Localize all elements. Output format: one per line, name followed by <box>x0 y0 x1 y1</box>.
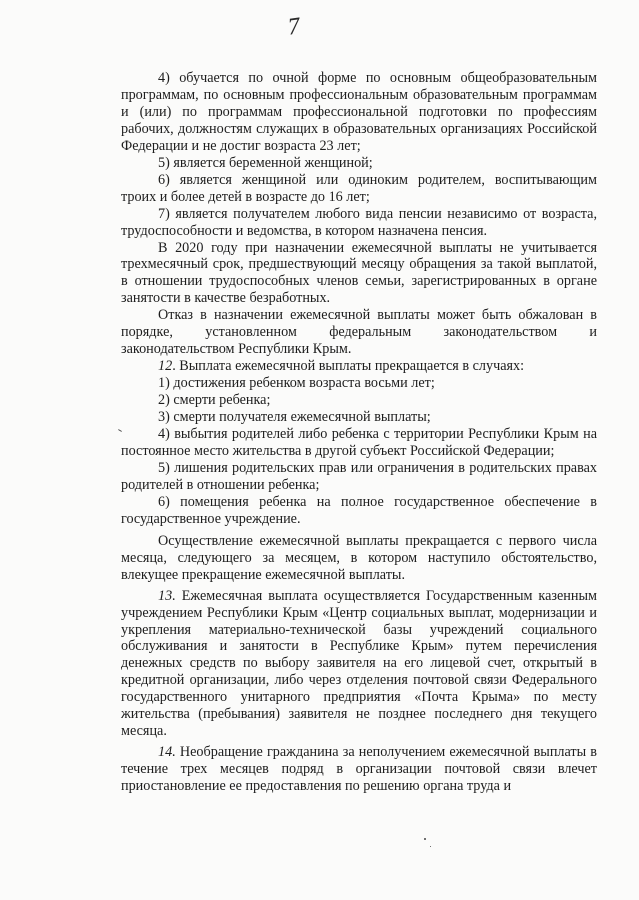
paragraph-case-3: 3) смерти получателя ежемесячной выплаты; <box>158 409 431 426</box>
paragraph-clause-14 <box>121 744 597 795</box>
paragraph-case-5: 5) лишения родительских прав или ограничения в родительских правах родителей в отношении ребенка; <box>121 459 597 493</box>
clause-text: Ежемесячная выплата осуществляется Государственным казенным учреждением Республики Крым «Центр социальных выплат, модернизации и укрепления материально-технической базы учреждений социального обслуживания и занятости в Республике Крым» путем перечисления денежных средств по выбору заявителя на его лицевой счет, открытый в кредитной организации, либо через отделения почтовой связи Федерального государственного унитарного предприятия «Почта Крыма» по месту жительства (пребывания) заявителя не позднее последнего дня текущего месяца. <box>121 587 597 740</box>
paragraph-item-6: 6) является женщиной или одиноким родителем, воспитывающим троих и более детей в возрасте до 16 лет; <box>121 171 597 205</box>
paragraph-case-4: 4) выбытия родителей либо ребенка с территории Республики Крым на постоянное место жительства в другой субъект Российской Федерации; <box>121 426 597 459</box>
scan-speck <box>424 838 426 840</box>
clause-text: . Выплата ежемесячной выплаты прекращается в случаях: <box>172 358 525 375</box>
paragraph-item-7: 7) является получателем любого вида пенсии независимо от возраста, трудоспособности и ведомства, в котором назначена пенсия. <box>121 205 597 239</box>
paragraph-case-2: 2) смерти ребенка; <box>158 392 271 409</box>
paragraph-item-4: 4) обучается по очной форме по основным общеобразовательным программам, по основным профессиональным образовательным программам и (или) по программам профессиональной подготовки по профессиям рабочих, должностям служащих в образовательных организациях Российской Федерации и не достиг возраста 23 лет; <box>121 70 597 154</box>
scan-speck <box>430 846 431 847</box>
paragraph-case-6: 6) помещения ребенка на полное государственное обеспечение в государственное учреждение. <box>121 493 597 527</box>
clause-number: 12 <box>158 358 173 375</box>
paragraph-2020-rule: В 2020 году при назначении ежемесячной выплаты не учитывается трехмесячный срок, предшествующий месяцу обращения за такой выплатой, в отношении трудоспособных членов семьи, зарегистрированных в органе занятости в качестве безработных. <box>121 239 597 307</box>
clause-number: 14. <box>158 744 176 761</box>
clause-number: 13. <box>158 587 176 604</box>
paragraph-clause-12 <box>121 358 597 375</box>
clause-text: Необращение гражданина за неполучением ежемесячной выплаты в течение трех месяцев подряд в организации почтовой связи влечет приостановление ее предоставления по решению органа труда и <box>121 744 597 795</box>
paragraph-refusal-appeal: Отказ в назначении ежемесячной выплаты может быть обжалован в порядке, установленном федеральным законодательством и законодательством Республики Крым. <box>121 307 597 358</box>
page-number: 7 <box>286 13 302 41</box>
document-body <box>121 70 597 795</box>
paragraph-termination-date: Осуществление ежемесячной выплаты прекращается с первого числа месяца, следующего за месяцем, в котором наступило обстоятельство, влекущее прекращение ежемесячной выплаты. <box>121 532 597 583</box>
paragraph-clause-13 <box>121 588 597 741</box>
paragraph-case-1: 1) достижения ребенком возраста восьми лет; <box>158 375 435 392</box>
paragraph-item-5: 5) является беременной женщиной; <box>158 154 373 171</box>
